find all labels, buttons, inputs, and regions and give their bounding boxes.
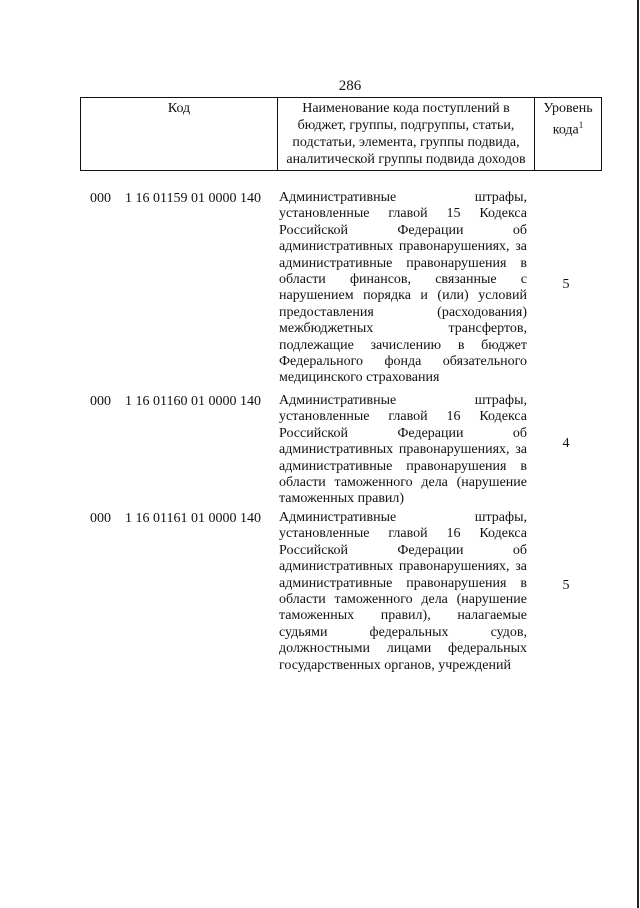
- page-edge-line: [637, 0, 639, 908]
- table-header: [80, 97, 602, 171]
- page-number: 286: [338, 78, 362, 94]
- header-level: [535, 98, 602, 171]
- row-level: 4: [562, 436, 570, 451]
- header-code: Код: [81, 98, 278, 171]
- row-prefix: 000: [90, 191, 111, 206]
- header-name: Наименование кода поступлений в бюджет, группы, подгруппы, статьи, подстатьи, элемента, группы подвида, аналитической группы подвида доходов: [278, 98, 535, 171]
- row-code: 1 16 01160 01 0000 140: [125, 394, 261, 409]
- row-code: 1 16 01161 01 0000 140: [125, 511, 261, 526]
- row-name: Административные штрафы, установленные главой 16 Кодекса Российской Федерации об административных правонарушениях, за административные правонарушения в области таможенного дела (нарушение таможенных правил): [279, 393, 527, 507]
- row-prefix: 000: [90, 511, 111, 526]
- row-code: 1 16 01159 01 0000 140: [125, 191, 261, 206]
- row-level: 5: [562, 277, 570, 292]
- row-level: 5: [562, 578, 570, 593]
- header-level-label: Уровень кода: [543, 101, 593, 138]
- row-name: Административные штрафы, установленные главой 15 Кодекса Российской Федерации об административных правонарушениях, за административные правонарушения в области финансов, связанные с нарушением порядка и (или) условий предоставления (расходования) межбюджетных трансфертов, подлежащие зачислению в бюджет Федерального фонда обязательного медицинского страхования: [279, 190, 527, 386]
- table-header-row: [81, 98, 602, 171]
- row-name: Административные штрафы, установленные главой 16 Кодекса Российской Федерации об административных правонарушениях, за административные правонарушения в области таможенного дела (нарушение таможенных правил), налагаемые судьями федеральных судов, должностными лицами федеральных государственных органов, учреждений: [279, 510, 527, 673]
- footnote-marker: 1: [578, 120, 584, 130]
- row-prefix: 000: [90, 394, 111, 409]
